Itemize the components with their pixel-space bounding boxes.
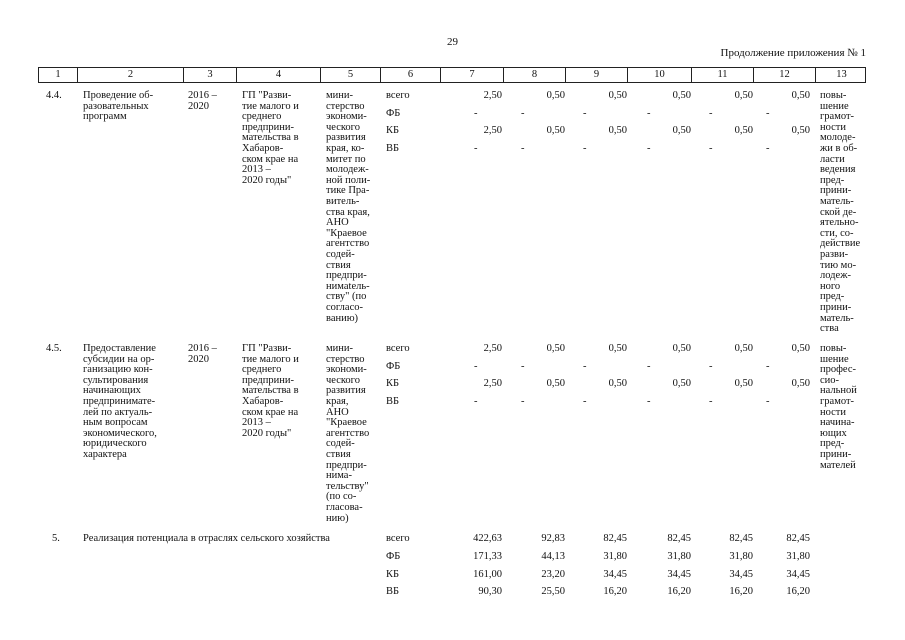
funding-value: 171,33 bbox=[473, 550, 502, 562]
funding-value: - bbox=[766, 395, 770, 407]
activity-name-line: программ bbox=[83, 111, 127, 123]
activity-name-line: ным вопросам bbox=[83, 417, 148, 429]
result-line: прини- bbox=[820, 185, 852, 197]
header-cell: 10 bbox=[628, 68, 692, 82]
executor-line: содей- bbox=[326, 249, 355, 260]
funding-source: ФБ bbox=[386, 107, 401, 119]
funding-value: - bbox=[709, 142, 713, 154]
program-line: 2020 годы" bbox=[242, 427, 292, 439]
result-line: прини- bbox=[820, 449, 852, 460]
program-line: ГП "Разви- bbox=[242, 343, 292, 354]
activity-name-line: субсидии на ор- bbox=[83, 353, 155, 365]
funding-value: - bbox=[474, 142, 478, 154]
funding-value: - bbox=[474, 395, 478, 407]
funding-value: 0,50 bbox=[672, 125, 691, 136]
funding-value: 0,50 bbox=[546, 343, 565, 354]
header-cell: 1 bbox=[39, 68, 78, 82]
funding-value: 31,80 bbox=[667, 550, 691, 562]
funding-value: 31,80 bbox=[729, 550, 753, 562]
funding-value: 0,50 bbox=[791, 343, 810, 354]
program-line: тие малого и bbox=[242, 353, 299, 365]
funding-value: 0,50 bbox=[672, 343, 691, 354]
funding-value: 16,20 bbox=[729, 586, 753, 598]
funding-value: - bbox=[474, 360, 478, 372]
executor-line: содей- bbox=[326, 438, 355, 450]
executor-line: тельству" bbox=[326, 480, 369, 492]
program-line: ГП "Разви- bbox=[242, 90, 292, 101]
funding-value: - bbox=[647, 360, 651, 372]
program-line: мательства в bbox=[242, 385, 299, 397]
funding-source: всего bbox=[386, 90, 410, 101]
executor-line: "Краевое bbox=[326, 227, 367, 239]
funding-value: 0,50 bbox=[791, 125, 810, 136]
row-number: 5. bbox=[52, 533, 60, 544]
executor-line: экономи- bbox=[326, 111, 367, 123]
program-line: 2020 годы" bbox=[242, 174, 292, 186]
program-line: предприни- bbox=[242, 374, 294, 386]
funding-source: всего bbox=[386, 533, 410, 544]
program-line: тие малого и bbox=[242, 100, 299, 112]
result-line: ности bbox=[820, 406, 846, 418]
executor-line: края, bbox=[326, 396, 349, 407]
table-header bbox=[38, 67, 866, 83]
executor-line: мини- bbox=[326, 343, 353, 354]
funding-value: 23,20 bbox=[541, 568, 565, 580]
funding-value: - bbox=[474, 107, 478, 119]
funding-value: 90,30 bbox=[478, 586, 502, 598]
funding-value: 31,80 bbox=[603, 550, 627, 562]
result-line: разви- bbox=[820, 249, 849, 260]
result-line: жи в об- bbox=[820, 143, 858, 154]
period-line: 2020 bbox=[188, 100, 209, 112]
funding-value: 16,20 bbox=[603, 586, 627, 598]
program-line: мательства в bbox=[242, 132, 299, 144]
executor-line: тике Пра- bbox=[326, 185, 370, 197]
funding-value: - bbox=[583, 107, 587, 119]
funding-value: 34,45 bbox=[729, 568, 753, 580]
activity-name-line: лей по актуаль- bbox=[83, 406, 153, 418]
funding-source: КБ bbox=[386, 125, 400, 136]
row-title: Реализация потенциала в отраслях сельского хозяйства bbox=[83, 533, 330, 544]
program-line: среднего bbox=[242, 364, 282, 376]
funding-value: 161,00 bbox=[473, 568, 502, 580]
funding-value: 2,50 bbox=[483, 343, 502, 354]
funding-value: 0,50 bbox=[608, 90, 627, 101]
result-line: грамот- bbox=[820, 396, 855, 407]
result-line: сио- bbox=[820, 374, 840, 386]
funding-value: 0,50 bbox=[734, 343, 753, 354]
funding-value: - bbox=[583, 395, 587, 407]
continuation-caption: Продолжение приложения № 1 bbox=[720, 47, 866, 59]
activity-name-line: юридического bbox=[83, 438, 147, 450]
header-cell: 7 bbox=[441, 68, 504, 82]
executor-line: нима- bbox=[326, 470, 352, 482]
result-line: шение bbox=[820, 353, 849, 365]
executor-line: митет по bbox=[326, 153, 366, 165]
activity-name-line: сультирования bbox=[83, 374, 149, 386]
funding-value: 16,20 bbox=[786, 586, 810, 598]
executor-line: ческого bbox=[326, 121, 360, 133]
executor-line: ной поли- bbox=[326, 174, 371, 186]
funding-value: - bbox=[647, 395, 651, 407]
funding-source: ВБ bbox=[386, 142, 400, 154]
funding-value: 82,45 bbox=[667, 533, 691, 544]
result-line: шение bbox=[820, 100, 849, 112]
header-cell: 13 bbox=[836, 69, 847, 80]
result-line: матель- bbox=[820, 196, 854, 207]
header-cell: 5 bbox=[321, 68, 381, 82]
funding-value: - bbox=[647, 142, 651, 154]
result-line: профес- bbox=[820, 364, 857, 376]
result-line: ласти bbox=[820, 153, 845, 165]
executor-line: стерство bbox=[326, 100, 365, 112]
funding-value: 2,50 bbox=[483, 378, 502, 389]
program-line: Хабаров- bbox=[242, 143, 284, 154]
activity-name-line: Проведение об- bbox=[83, 90, 154, 101]
funding-value: 0,50 bbox=[734, 90, 753, 101]
program-line: среднего bbox=[242, 111, 282, 123]
activity-name-line: начинающих bbox=[83, 385, 141, 397]
result-line: мателей bbox=[820, 459, 856, 471]
result-line: действие bbox=[820, 238, 861, 250]
result-line: пред- bbox=[820, 174, 845, 186]
funding-source: ВБ bbox=[386, 586, 400, 598]
funding-value: 34,45 bbox=[667, 568, 691, 580]
executor-line: ческого bbox=[326, 374, 360, 386]
executor-line: (по со- bbox=[326, 491, 357, 503]
executor-line: агентство bbox=[326, 427, 370, 439]
funding-value: 0,50 bbox=[734, 378, 753, 389]
result-line: ющих bbox=[820, 427, 847, 439]
executor-line: развития bbox=[326, 132, 366, 144]
row-number: 4.4. bbox=[46, 90, 62, 101]
funding-value: - bbox=[521, 360, 525, 372]
result-line: повы- bbox=[820, 90, 847, 101]
activity-name-line: разовательных bbox=[83, 100, 149, 112]
funding-value: 0,50 bbox=[546, 90, 565, 101]
activity-name-line: ганизацию кон- bbox=[83, 364, 153, 376]
header-cell: 12 bbox=[754, 68, 816, 82]
executor-line: стерство bbox=[326, 353, 365, 365]
row-number: 4.5. bbox=[46, 343, 62, 354]
funding-value: - bbox=[521, 142, 525, 154]
funding-value: 25,50 bbox=[541, 586, 565, 598]
result-line: ведения bbox=[820, 164, 856, 176]
header-cell: 2 bbox=[78, 68, 184, 82]
program-line: Хабаров- bbox=[242, 396, 284, 407]
funding-value: 0,50 bbox=[608, 125, 627, 136]
header-cell: 4 bbox=[237, 68, 321, 82]
activity-name-line: предпринимате- bbox=[83, 396, 156, 407]
result-line: повы- bbox=[820, 343, 847, 354]
result-line: пред- bbox=[820, 438, 845, 450]
executor-line: согласо- bbox=[326, 302, 363, 313]
funding-value: 34,45 bbox=[603, 568, 627, 580]
funding-value: 0,50 bbox=[608, 378, 627, 389]
funding-value: 82,45 bbox=[786, 533, 810, 544]
result-line: лодеж- bbox=[820, 270, 851, 282]
funding-value: - bbox=[709, 107, 713, 119]
funding-value: - bbox=[709, 395, 713, 407]
result-line: тию мо- bbox=[820, 259, 857, 271]
executor-line: нию) bbox=[326, 512, 349, 524]
funding-value: 34,45 bbox=[786, 568, 810, 580]
funding-value: 0,50 bbox=[546, 125, 565, 136]
funding-source: ВБ bbox=[386, 395, 400, 407]
executor-line: предпри- bbox=[326, 270, 367, 282]
funding-value: 16,20 bbox=[667, 586, 691, 598]
program-line: 2013 – bbox=[242, 164, 271, 176]
result-line: ской де- bbox=[820, 206, 857, 218]
executor-line: нимatель- bbox=[326, 280, 370, 292]
funding-value: 0,50 bbox=[672, 378, 691, 389]
activity-name-line: Предоставление bbox=[83, 343, 156, 354]
executor-line: мини- bbox=[326, 90, 353, 101]
executor-line: гласова- bbox=[326, 502, 363, 513]
funding-value: 82,45 bbox=[729, 533, 753, 544]
result-line: матель- bbox=[820, 312, 854, 324]
executor-line: "Краевое bbox=[326, 417, 367, 429]
funding-value: - bbox=[583, 360, 587, 372]
funding-source: КБ bbox=[386, 568, 400, 580]
result-line: начина- bbox=[820, 417, 855, 429]
executor-line: агентство bbox=[326, 238, 370, 250]
result-line: ятельно- bbox=[820, 217, 859, 229]
funding-value: 2,50 bbox=[483, 90, 502, 101]
program-line: 2013 – bbox=[242, 417, 271, 429]
activity-name-line: экономического, bbox=[83, 427, 157, 439]
program-line: предприни- bbox=[242, 121, 294, 133]
executor-line: развития bbox=[326, 385, 366, 397]
funding-source: всего bbox=[386, 343, 410, 354]
program-line: ском крае на bbox=[242, 406, 299, 418]
funding-value: - bbox=[766, 107, 770, 119]
result-line: молоде- bbox=[820, 132, 856, 144]
page-number: 29 bbox=[447, 36, 458, 48]
period-line: 2016 – bbox=[188, 90, 217, 101]
funding-value: 0,50 bbox=[791, 90, 810, 101]
funding-value: 0,50 bbox=[546, 378, 565, 389]
executor-line: ствия bbox=[326, 259, 351, 271]
header-cell: 6 bbox=[381, 68, 441, 82]
funding-value: 0,50 bbox=[791, 378, 810, 389]
activity-name-line: характера bbox=[83, 449, 127, 460]
funding-value: 31,80 bbox=[786, 550, 810, 562]
result-line: ности bbox=[820, 121, 846, 133]
executor-line: молодеж- bbox=[326, 164, 369, 176]
executor-line: витель- bbox=[326, 196, 360, 207]
funding-value: - bbox=[766, 360, 770, 372]
executor-line: экономи- bbox=[326, 364, 367, 376]
funding-value: 0,50 bbox=[734, 125, 753, 136]
funding-source: ФБ bbox=[386, 360, 401, 372]
funding-value: 0,50 bbox=[608, 343, 627, 354]
funding-value: 2,50 bbox=[483, 125, 502, 136]
executor-line: ства края, bbox=[326, 206, 370, 218]
result-line: грамот- bbox=[820, 111, 855, 123]
result-line: ства bbox=[820, 323, 839, 335]
funding-value: - bbox=[647, 107, 651, 119]
result-line: прини- bbox=[820, 302, 852, 313]
funding-value: - bbox=[521, 107, 525, 119]
period-line: 2020 bbox=[188, 353, 209, 365]
executor-line: ству" (по bbox=[326, 291, 367, 303]
funding-value: - bbox=[521, 395, 525, 407]
funding-value: - bbox=[709, 360, 713, 372]
header-cell: 11 bbox=[692, 68, 754, 82]
funding-value: 44,13 bbox=[541, 550, 565, 562]
funding-value: - bbox=[583, 142, 587, 154]
executor-line: ванию) bbox=[326, 312, 359, 324]
header-cell: 8 bbox=[504, 68, 566, 82]
executor-line: АНО bbox=[326, 406, 349, 418]
funding-source: КБ bbox=[386, 378, 400, 389]
header-cell: 9 bbox=[566, 68, 628, 82]
program-line: ском крае на bbox=[242, 153, 299, 165]
executor-line: предпри- bbox=[326, 459, 367, 471]
funding-value: 92,83 bbox=[541, 533, 565, 544]
funding-value: 422,63 bbox=[473, 533, 502, 544]
funding-value: 82,45 bbox=[603, 533, 627, 544]
result-line: нальной bbox=[820, 385, 857, 397]
result-line: пред- bbox=[820, 291, 845, 303]
funding-value: 0,50 bbox=[672, 90, 691, 101]
executor-line: ствия bbox=[326, 449, 351, 460]
period-line: 2016 – bbox=[188, 343, 217, 354]
executor-line: АНО bbox=[326, 217, 349, 229]
result-line: сти, со- bbox=[820, 227, 854, 239]
funding-value: - bbox=[766, 142, 770, 154]
executor-line: края, ко- bbox=[326, 143, 365, 154]
header-cell: 3 bbox=[184, 68, 237, 82]
result-line: ного bbox=[820, 280, 841, 292]
funding-source: ФБ bbox=[386, 550, 401, 562]
